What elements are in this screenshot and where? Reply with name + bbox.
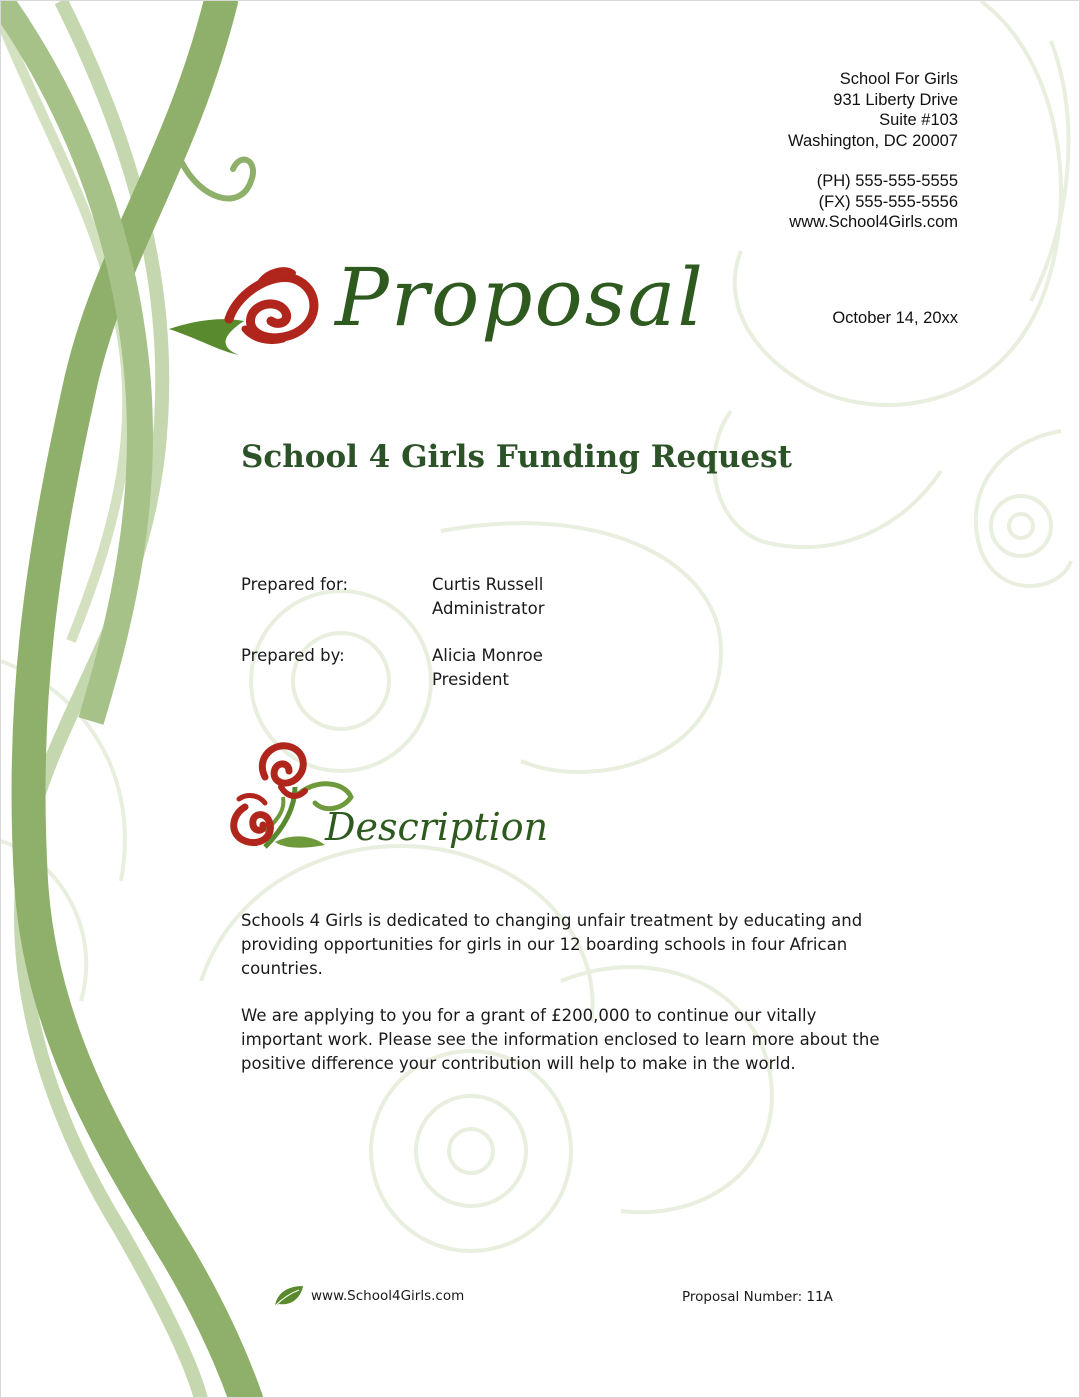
description-heading: Description — [325, 805, 549, 849]
rose-icon — [169, 259, 329, 359]
footer-proposal-number: Proposal Number: 11A — [682, 1289, 833, 1305]
sender-website[interactable]: www.School4Girls.com — [789, 213, 958, 231]
proposal-header-logo — [169, 251, 705, 369]
prepared-by-name: Alicia Monroe — [432, 646, 543, 665]
sender-suite: Suite #103 — [879, 111, 958, 129]
document-title: School 4 Girls Funding Request — [241, 439, 792, 475]
sender-name: School For Girls — [839, 70, 958, 88]
prepared-by-value — [432, 644, 543, 692]
description-paragraph-2: We are applying to you for a grant of £200,000 to continue our vitally important work. Please see the information enclosed to learn more about the positive difference your contribution will help to make in the world. — [241, 1006, 880, 1073]
prepared-by-label: Prepared by: — [241, 646, 345, 665]
sender-street: 931 Liberty Drive — [833, 90, 958, 109]
sender-fax: (FX) 555-555-5556 — [818, 192, 958, 211]
description-header — [225, 737, 565, 857]
prepared-for-role: Administrator — [432, 599, 545, 618]
prepared-for-name: Curtis Russell — [432, 575, 544, 594]
prepared-for-value — [432, 573, 544, 621]
footer-website-block — [273, 1281, 464, 1311]
sender-phone: (PH) 555-555-5555 — [816, 172, 958, 190]
description-paragraph-1: Schools 4 Girls is dedicated to changing unfair treatment by educating and providing opportunities for girls in our 12 boarding schools in four African countries. — [241, 911, 863, 978]
prepared-for-label: Prepared for: — [241, 575, 349, 594]
footer-website[interactable]: www.School4Girls.com — [311, 1288, 465, 1304]
sender-address — [788, 69, 958, 233]
sender-city: Washington, DC 20007 — [788, 131, 958, 150]
proposal-date: October 14, 20xx — [832, 309, 958, 327]
prepared-by-role: President — [432, 670, 509, 689]
leaf-icon — [273, 1284, 305, 1308]
proposal-heading: Proposal — [335, 251, 705, 344]
